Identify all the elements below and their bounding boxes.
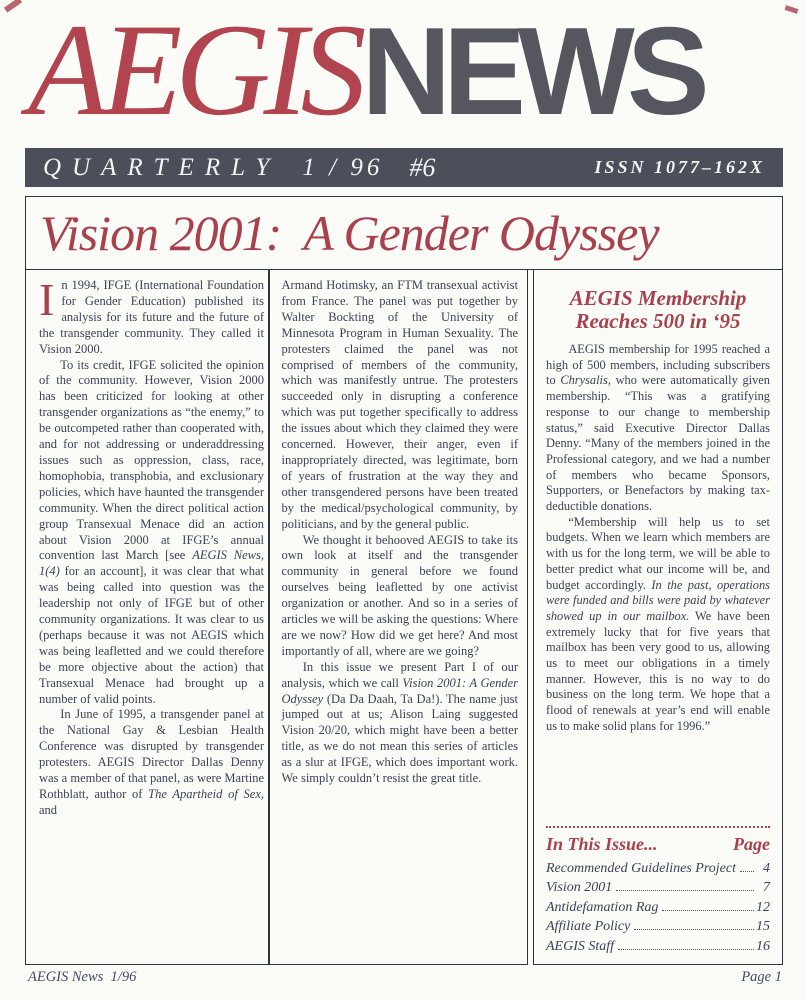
issue-info-bar xyxy=(25,148,783,187)
dotted-divider xyxy=(546,826,770,828)
toc-item-label: Recommended Guidelines Project xyxy=(546,860,736,876)
page-footer xyxy=(28,969,782,986)
toc-dot-leader xyxy=(740,871,754,872)
toc-item xyxy=(546,859,770,879)
toc-dot-leader xyxy=(618,949,754,950)
issue-number: #6 xyxy=(409,152,436,182)
masthead-aegis: AEGIS xyxy=(28,0,360,143)
headline-box xyxy=(25,196,783,270)
sidebar-heading-line1: AEGIS Membership xyxy=(569,286,747,310)
issue-date: 1 / 96 xyxy=(302,153,384,181)
toc-item-page: 12 xyxy=(756,899,770,915)
toc-item-label: Antidefamation Rag xyxy=(546,899,659,915)
toc-item xyxy=(546,878,770,898)
toc-item-page: 4 xyxy=(763,860,770,876)
article-paragraph: “Membership will help us to set budgets. When we learn which members are with us for the long term, we will be able to better predict what our income will be, and budget accordingly. In the past, operations were funded and bills were paid by whatever showed up in our mailbox. We have been extremely lucky that for five years that mailbox has been very good to us, allowing us to meet our obligations in a timely manner. However, this is no way to do business on the long term. We hope that a flood of renewals at year’s end will enable us to make solid plans for 1996.” xyxy=(546,514,770,733)
article-column-1 xyxy=(26,269,268,964)
article-body xyxy=(25,269,528,965)
sidebar-text xyxy=(546,342,770,821)
toc-item xyxy=(546,917,770,937)
sidebar-heading xyxy=(546,287,770,333)
footer-page: Page 1 xyxy=(741,969,782,985)
in-this-issue xyxy=(546,821,770,957)
toc-item-label: AEGIS Staff xyxy=(546,938,615,954)
toc-item-page: 7 xyxy=(763,880,770,895)
drop-cap: I xyxy=(39,274,55,325)
toc-item-page: 15 xyxy=(756,919,770,934)
toc-title: In This Issue... xyxy=(546,833,658,854)
issn-label: ISSN 1077–162X xyxy=(594,157,765,177)
article-paragraph: In 1994, IFGE (International Foundation for Gender Education) published its analysis for its future and the future of the transgender community. They called it Vision 2000. xyxy=(39,274,264,356)
masthead-news: NEWS xyxy=(361,3,702,141)
footer-issue: AEGIS News 1/96 xyxy=(28,969,137,985)
article-headline: Vision 2001: A Gender Odyssey xyxy=(40,205,659,261)
toc-page-label: Page xyxy=(733,833,770,854)
toc-dot-leader xyxy=(616,890,754,891)
article-column-2 xyxy=(270,269,528,964)
quarterly-label: QUARTERLY xyxy=(43,153,281,181)
toc-item xyxy=(546,937,770,957)
toc-item-label: Vision 2001 xyxy=(546,880,613,895)
article-paragraph: In this issue we present Part I of our analysis, which we call Vision 2001: A Gender Odyssey (Da Da Daah, Ta Da!). The name just jumped out at us; Alison Laing suggested Vision 20/20, which might have been a better title, as we do not mean this series of articles as a slur at IFGE, which does important work. We simply couldn’t resist the great title. xyxy=(281,659,519,786)
toc-header xyxy=(546,834,770,855)
article-paragraph: In June of 1995, a transgender panel at the National Gay & Lesbian Health Conference was disrupted by transgender protesters. AEGIS Director Dallas Denny was a member of that panel, as were Martine Rothblatt, author of The Apartheid of Sex, and xyxy=(39,707,264,817)
corner-mark-left xyxy=(4,0,22,13)
toc-item-label: Affiliate Policy xyxy=(546,919,631,934)
toc-dot-leader xyxy=(662,910,754,911)
article-paragraph: Armand Hotimsky, an FTM transexual activist from France. The panel was put together by Walter Bockting of the University of Minnesota Program in Human Sexuality. The protesters claimed the panel was not comprised of members of the community, which was manifestly untrue. The protesters succeeded only in disrupting a conference which was put together specifically to address the issues about which they claimed they were concerned. However, their anger, even if inappropriately directed, was legitimate, born of years of frustration at the way they and other transgendered persons have been treated by the medical/psychological community, by politicians, and by the general public. xyxy=(281,278,518,531)
toc-item-page: 16 xyxy=(756,938,770,954)
toc-dot-leader xyxy=(634,929,754,930)
masthead xyxy=(28,0,794,146)
toc-list xyxy=(546,859,770,957)
sidebar-heading-line2: Reaches 500 in ‘95 xyxy=(575,309,741,333)
article-paragraph: We thought it behooved AEGIS to take its own look at itself and the transgender community in general before we found ourselves being leafletted by one activist organization or another. And so in a series of articles we will be asking the questions: Where are we now? How did we get here? And most importantly of all, where are we going? xyxy=(281,532,518,658)
article-paragraph: To its credit, IFGE solicited the opinion of the community. However, Vision 2000 has been criticized for looking at other transgender organizations as “the enemy,” to be outcompeted rather than cooperated with, and for not addressing or underaddressing issues such as oppression, class, race, homophobia, transphobia, and exclusionary policies, which have haunted the transgender community. When the direct political action group Transexual Menace did an action about Vision 2000 at IFGE’s annual convention last March [see AEGIS News, 1(4) for an account], it was clear that what was being called into question was the leadership not only of IFGE but of other community organizations. It was clear to us (perhaps because it was not AEGIS which was being leafletted and we could therefore be more objective about the action) that Transexual Menace had brought up a number of valid points. xyxy=(39,357,264,706)
article-paragraph: AEGIS membership for 1995 reached a high of 500 members, including subscribers to Chrysalis, who were automatically given membership. “This was a gratifying response to our change to membership status,” said Executive Director Dallas Denny. “Many of the members joined in the Professional category, and we had a number of members who became Sponsors, Supporters, or Benefactors by making tax-deductible donations. xyxy=(546,342,770,514)
toc-item xyxy=(546,898,770,918)
sidebar xyxy=(533,269,783,965)
